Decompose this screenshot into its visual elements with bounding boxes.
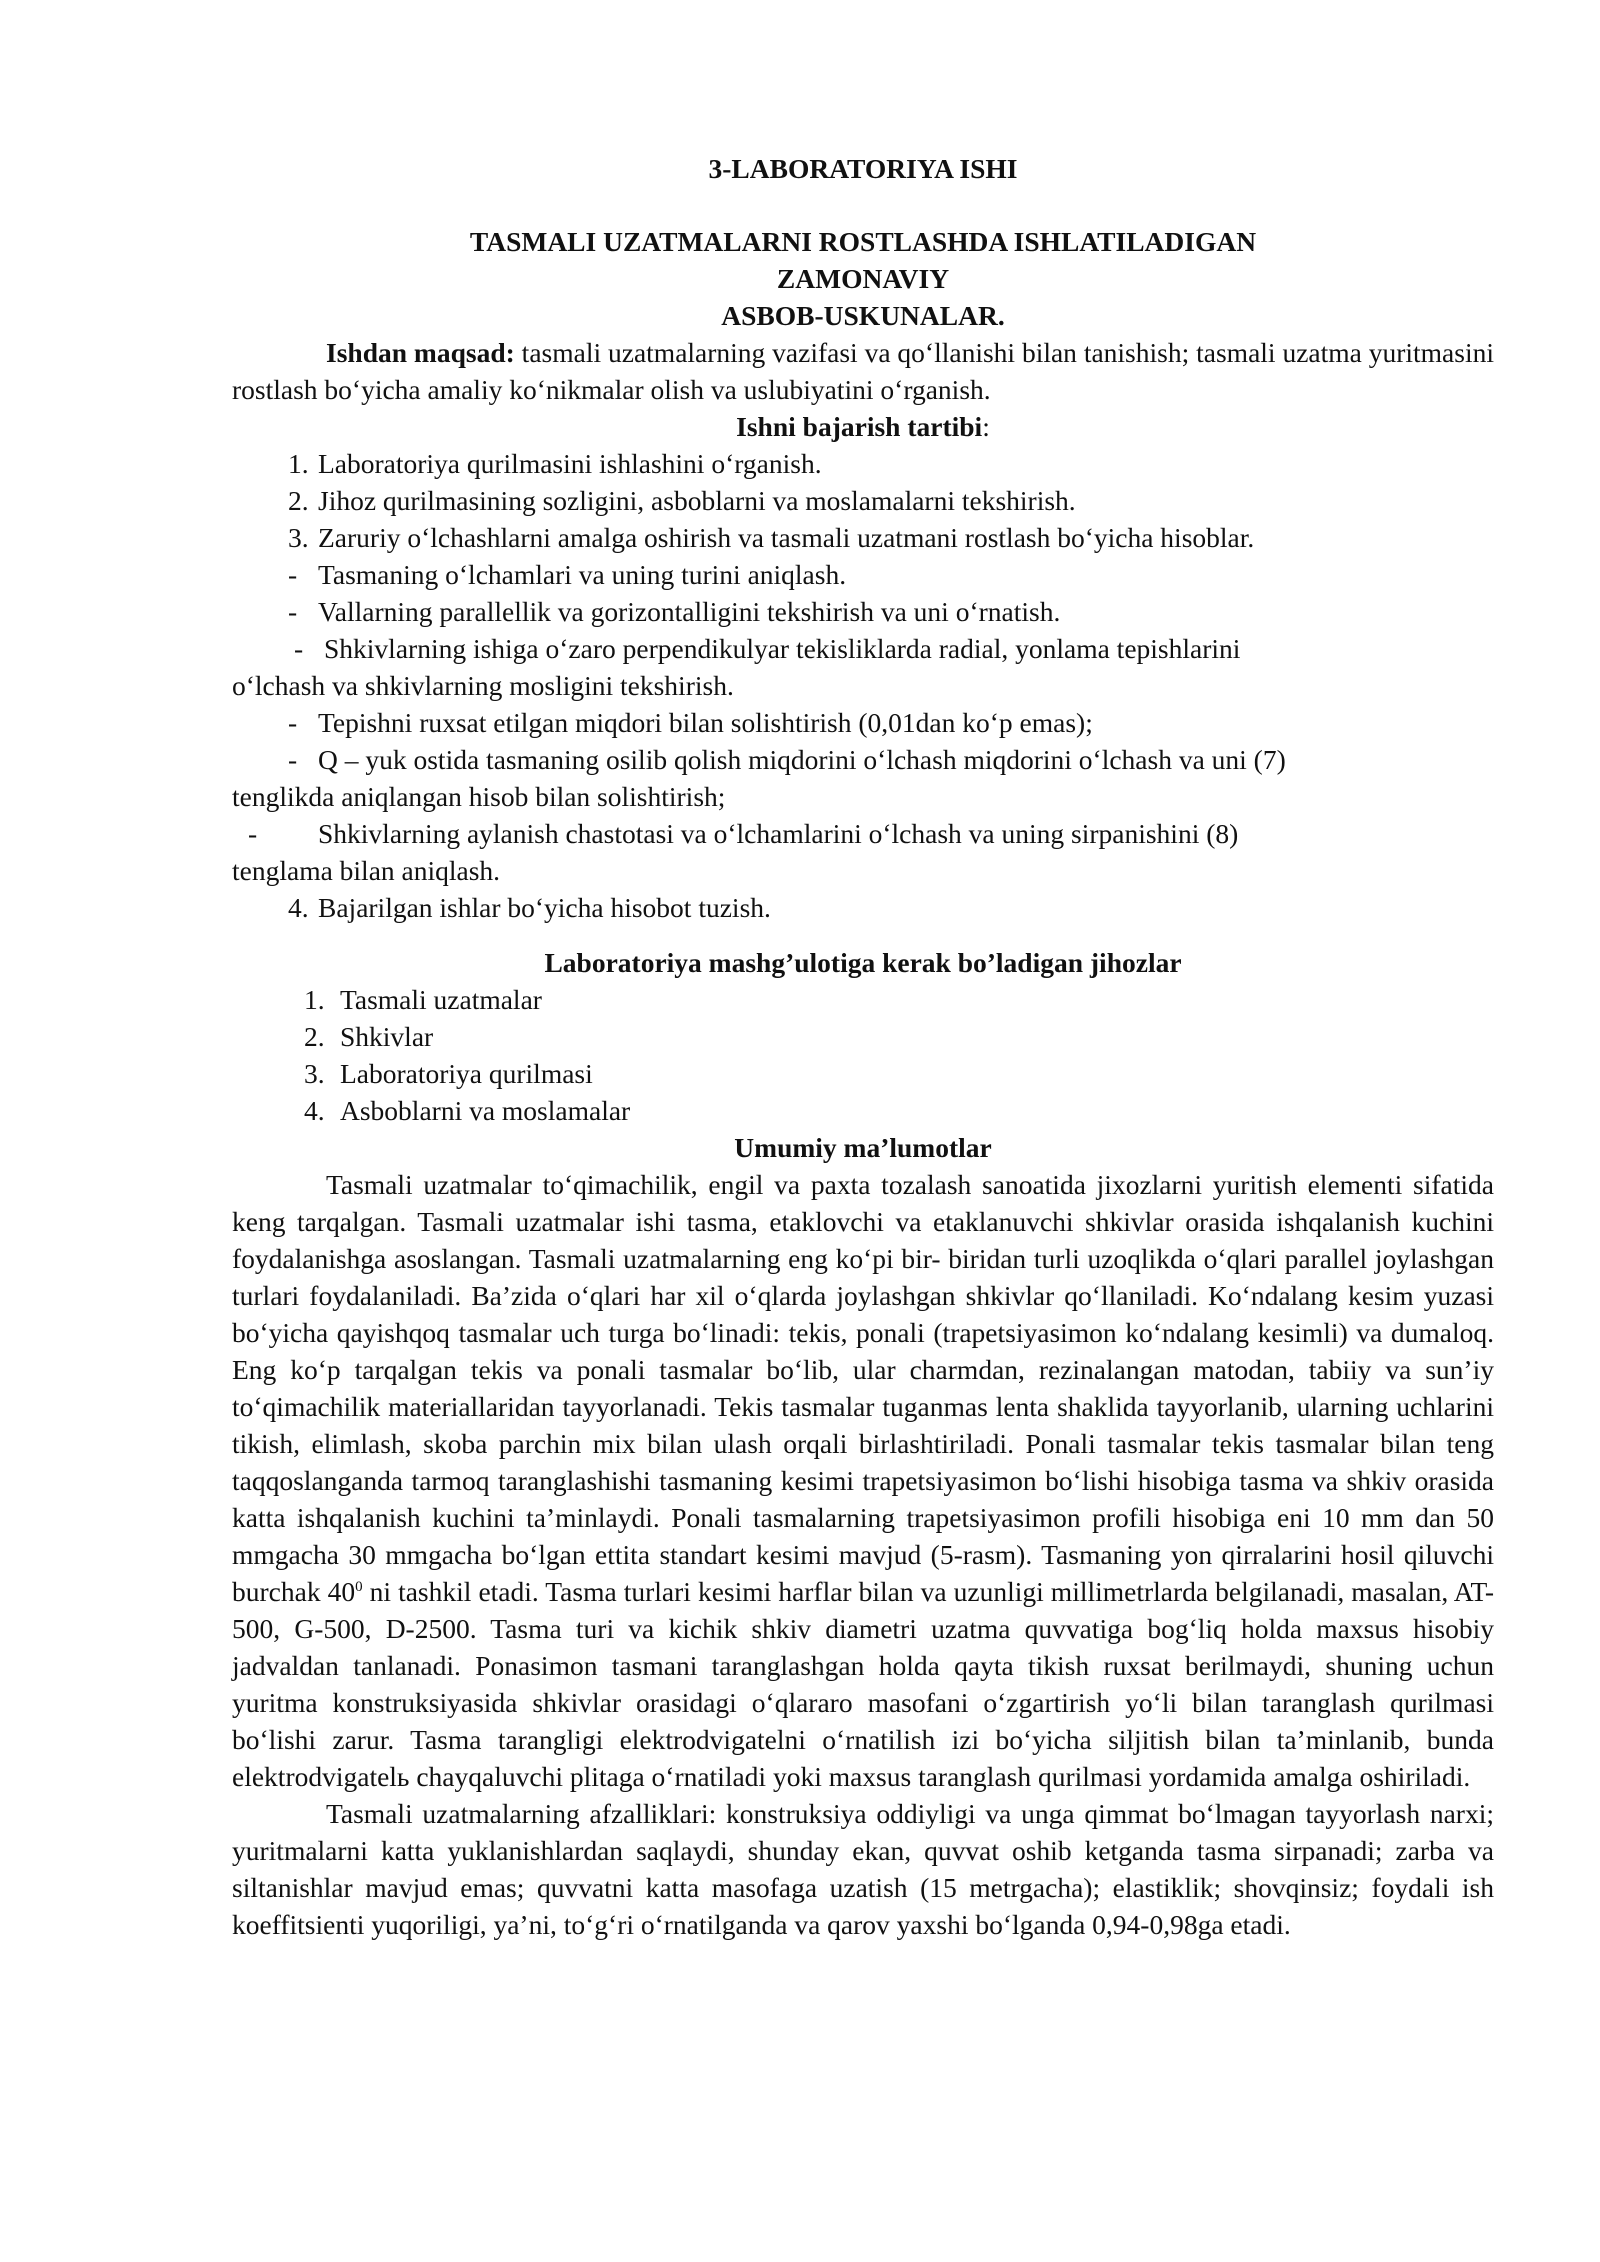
equipment-text: Laboratoriya qurilmasi [340,1058,593,1089]
substep-text: Tasmaning o‘lchamlari va uning turini aniqlash. [318,559,847,590]
step-number: 4. [288,892,309,923]
procedure-substep [232,815,1494,889]
substep-text: Tepishni ruxsat etilgan miqdori bilan solishtirish (0,01dan ko‘p emas); [318,707,1093,738]
equipment-item [232,981,1494,1018]
lab-title: 3-LABORATORIYA ISHI [708,153,1018,184]
procedure-substep [232,704,1494,741]
topic-title-line-2: ASBOB-USKUNALAR. [721,300,1005,331]
equipment-text: Tasmali uzatmalar [340,984,542,1015]
substep-text-line-1: Q – yuk ostida tasmaning osilib qolish miqdorini o‘lchash miqdorini o‘lchash va uni (7) [318,744,1286,775]
step-number: 2. [288,485,309,516]
equipment-number: 3. [304,1058,325,1089]
substep-text-line-1: Shkivlarning ishiga o‘zaro perpendikulyar tekisliklarda radial, yonlama tepishlarini [324,633,1241,664]
step-text: Laboratoriya qurilmasini ishlashini o‘rganish. [318,448,822,479]
substep-text-line-1: Shkivlarning aylanish chastotasi va o‘lchamlarini o‘lchash va uning sirpanishini (8) [318,818,1239,849]
aim-paragraph [232,334,1494,408]
substep-dash: - [294,633,304,664]
equipment-text: Shkivlar [340,1021,434,1052]
procedure-substep [232,741,1494,815]
equipment-item [232,1092,1494,1129]
procedure-step [232,519,1494,556]
topic-title-line-1: TASMALI UZATMALARNI ROSTLASHDA ISHLATILADIGAN ZAMONAVIY [469,226,1257,294]
step-number: 1. [288,448,309,479]
equipment-item [232,1018,1494,1055]
procedure-step [232,445,1494,482]
step-text: Zaruriy o‘lchashlarni amalga oshirish va tasmali uzatmani rostlash bo‘yicha hisoblar. [318,522,1255,553]
substep-text-line-2: tenglama bilan aniqlash. [232,855,501,886]
equipment-heading: Laboratoriya mashg’ulotiga kerak bo’ladigan jihozlar [544,947,1182,978]
substep-dash: - [288,744,298,775]
procedure-heading-colon: : [982,411,990,442]
substep-text-line-2: tenglikda aniqlangan hisob bilan solishtirish; [232,781,726,812]
aim-text: tasmali uzatmalarning vazifasi va qo‘llanishi bilan tanishish; tasmali uzatma yuritmasini rostlash bo‘yicha amaliy ko‘nikmalar olish va uslubiyatini o‘rganish. [232,337,1494,405]
document-page [232,150,1494,1943]
procedure-step [232,889,1494,926]
equipment-number: 2. [304,1021,325,1052]
procedure-heading-text: Ishni bajarish tartibi [736,411,983,442]
equipment-number: 4. [304,1095,325,1126]
general-paragraph-2: Tasmali uzatmalarning afzalliklari: konstruksiya oddiyligi va unga qimmat bo‘lmagan tayyorlash narxi; yuritmalarni katta yuklanishlardan saqlaydi, shunday ekan, quvvat oshib ketganda tasma sirpanadi; zarba va siltanishlar mavjud emas; quvvatni katta masofaga uzatish (15 metrgacha); elastiklik; shovqinsiz; foydali ish koeffitsienti yuqoriligi, ya’ni, to‘g‘ri o‘rnatilganda va qarov yaxshi bo‘lganda 0,94-0,98ga etadi. [232,1798,1494,1940]
general-paragraph-1-continuation: ni tashkil etadi. Tasma turlari kesimi harflar bilan va uzunligi millimetrlarda belgilanadi, masalan, AT-500, G-500, D-2500. Tasma turi va kichik shkiv diametri uzatma quvvatiga bog‘liq holda maxsus hisobiy jadvaldan tanlanadi. Ponasimon tasmani taranglashgan holda qayta tikish ruxsat berilmaydi, shuning uchun yuritma konstruksiyasida shkivlar orasidagi o‘qlararo masofani o‘zgartirish yo‘li bilan taranglash qurilmasi bo‘lishi zarur. Tasma tarangligi elektrodvigatelni o‘rnatilish izi bo‘yicha siljitish bilan ta’minlanib, bunda elektrodvigatelь chayqaluvchi plitaga o‘rnatiladi yoki maxsus taranglash qurilmasi yordamida amalga oshiriladi. [232,1576,1494,1792]
degree-superscript: 0 [355,1578,363,1595]
substep-dash: - [288,707,298,738]
substep-dash: - [248,818,258,849]
equipment-text: Asboblarni va moslamalar [340,1095,631,1126]
substep-dash: - [288,559,298,590]
procedure-substep [232,556,1494,593]
substep-text-line-2: o‘lchash va shkivlarning mosligini tekshirish. [232,670,734,701]
step-text: Bajarilgan ishlar bo‘yicha hisobot tuzish. [318,892,771,923]
procedure-heading [232,408,1494,445]
general-paragraph-1-text: Tasmali uzatmalar to‘qimachilik, engil va paxta tozalash sanoatida jixozlarni yuritish elementi sifatida keng tarqalgan. Tasmali uzatmalar ishi tasma, etaklovchi va etaklanuvchi shkivlar orasida ishqalanish kuchini foydalanishga asoslangan. Tasmali uzatmalarning eng ko‘pi bir- biridan turli uzoqlikda o‘qlari parallel joylashgan turlari foydalaniladi. Ba’zida o‘qlari har xil o‘qlarda joylashgan shkivlar qo‘llaniladi. Ko‘ndalang kesim yuzasi bo‘yicha qayishqoq tasmalar uch turga bo‘linadi: tekis, ponali (trapetsiyasimon ko‘ndalang kesimli) va dumaloq. Eng ko‘p tarqalgan tekis va ponali tasmalar bo‘lib, ular charmdan, rezinalangan matodan, tabiiy va sun’iy to‘qimachilik materiallaridan tayyorlanadi. Tekis tasmalar tuganmas lenta shaklida tayyorlanib, ularning uchlarini tikish, elimlash, skoba parchin mix bilan ulash orqali birlashtiriladi. Ponali tasmalar tekis tasmalar bilan teng taqqoslanganda tarmoq taranglashishi tasmaning kesimi trapetsiyasimon bo‘lishi hisobiga tasma va shkiv orasida katta ishqalanish kuchini ta’minlaydi. Ponali tasmalarning trapetsiyasimon profili hisobiga eni 10 mm dan 50 mmgacha 30 mmgacha bo‘lgan ettita standart kesimi mavjud (5-rasm). Tasmaning yon qirralarini hosil qiluvchi burchak 40 [232,1169,1494,1607]
general-paragraph-1 [232,1166,1494,1795]
general-heading: Umumiy ma’lumotlar [734,1132,992,1163]
equipment-number: 1. [304,984,325,1015]
step-text: Jihoz qurilmasining sozligini, asboblarni va moslamalarni tekshirish. [318,485,1076,516]
step-number: 3. [288,522,309,553]
procedure-step [232,482,1494,519]
aim-label: Ishdan maqsad: [326,337,515,368]
substep-dash: - [288,596,298,627]
topic-title [232,223,1494,334]
procedure-substep [232,630,1494,704]
equipment-item [232,1055,1494,1092]
substep-text: Vallarning parallellik va gorizontalligini tekshirish va uni o‘rnatish. [318,596,1061,627]
procedure-substep [232,593,1494,630]
